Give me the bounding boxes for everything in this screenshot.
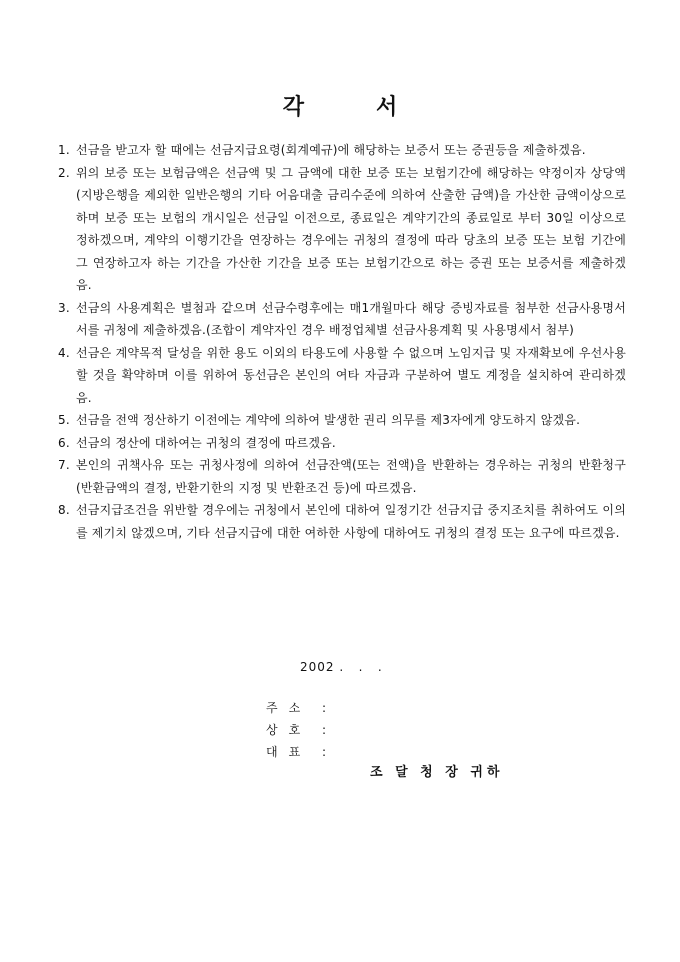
signature-fields: [266, 697, 326, 763]
field-colon: :: [322, 701, 327, 715]
representative-field: [266, 741, 326, 763]
list-item: [58, 297, 626, 342]
list-item: [58, 409, 626, 432]
item-text: 선금지급조건을 위반할 경우에는 귀청에서 본인에 대하여 일정기간 선금지급 중지조치를 취하여도 이의를 제기치 않겠으며, 기타 선금지급에 대한 여하한 사항에 대하여도 귀청의 결정 또는 요구에 따르겠음.: [76, 503, 626, 540]
item-text: 선금의 정산에 대하여는 귀청의 결정에 따르겠음.: [76, 435, 336, 450]
address-field: [266, 697, 326, 719]
document-title: [0, 90, 680, 121]
list-item: [58, 162, 626, 297]
list-item: [58, 342, 626, 410]
list-item: [58, 139, 626, 162]
pledge-items-list: [58, 139, 626, 544]
item-number: 6.: [58, 435, 70, 450]
field-label: 주소: [266, 701, 312, 715]
item-text: 본인의 귀책사유 또는 귀청사정에 의하여 선금잔액(또는 전액)을 반환하는 경우하는 귀청의 반환청구(반환금액의 결정, 반환기한의 지정 및 반환조건 등)에 따르겠음.: [76, 458, 626, 495]
item-text: 선금은 계약목적 달성을 위한 용도 이외의 타용도에 사용할 수 없으며 노임지급 및 자재확보에 우선사용할 것을 확약하며 이를 위하여 동선금은 본인의 여타 자금과 구분하여 별도 계정을 설치하여 관리하겠음.: [76, 345, 626, 405]
item-text: 선금의 사용계획은 별첨과 같으며 선금수령후에는 매1개월마다 해당 증빙자료를 첨부한 선금사용명서서를 귀청에 제출하겠음.(조합이 계약자인 경우 배정업체별 선금사용계획 및 사용명세서 첨부): [76, 300, 626, 337]
list-item: [58, 454, 626, 499]
item-number: 3.: [58, 300, 70, 315]
list-item: [58, 499, 626, 544]
field-label: 대표: [266, 745, 312, 759]
item-number: 1.: [58, 143, 70, 157]
title-left: 각: [282, 94, 304, 120]
item-text: 선금을 받고자 할 때에는 선금지급요령(회계예규)에 해당하는 보증서 또는 증권등을 제출하겠음.: [76, 143, 586, 157]
item-number: 5.: [58, 413, 70, 427]
document-date: 2002 . . .: [300, 660, 383, 674]
item-number: 2.: [58, 165, 70, 180]
addressee: 조 달 청 장 귀하: [370, 765, 504, 780]
company-name-field: [266, 719, 326, 741]
field-colon: :: [322, 723, 327, 737]
item-number: 8.: [58, 503, 70, 517]
title-right: 서: [376, 94, 398, 120]
item-text: 선금을 전액 정산하기 이전에는 계약에 의하여 발생한 권리 의무를 제3자에게 양도하지 않겠음.: [76, 413, 581, 427]
item-number: 4.: [58, 345, 70, 360]
list-item: [58, 432, 626, 455]
item-number: 7.: [58, 458, 70, 472]
item-text: 위의 보증 또는 보험금액은 선금액 및 그 금액에 대한 보증 또는 보험기간에 해당하는 약정이자 상당액(지방은행을 제외한 일반은행의 기타 어음대출 금리수준에 의하여 산출한 금액)을 가산한 금액이상으로 하며 보증 또는 보험의 개시일은 선금일 이전으로, 종료일은 계약기간의 종료일로 부터 30일 이상으로 정하겠으며, 계약의 이행기간을 연장하는 경우에는 귀청의 결정에 따라 당초의 보증 또는 보험 기간에 그 연장하고자 하는 기간을 가산한 기간을 보증 또는 보험기간으로 하는 증권 또는 보증서를 제출하겠음.: [76, 165, 626, 292]
field-label: 상호: [266, 723, 312, 737]
field-colon: :: [322, 745, 327, 759]
